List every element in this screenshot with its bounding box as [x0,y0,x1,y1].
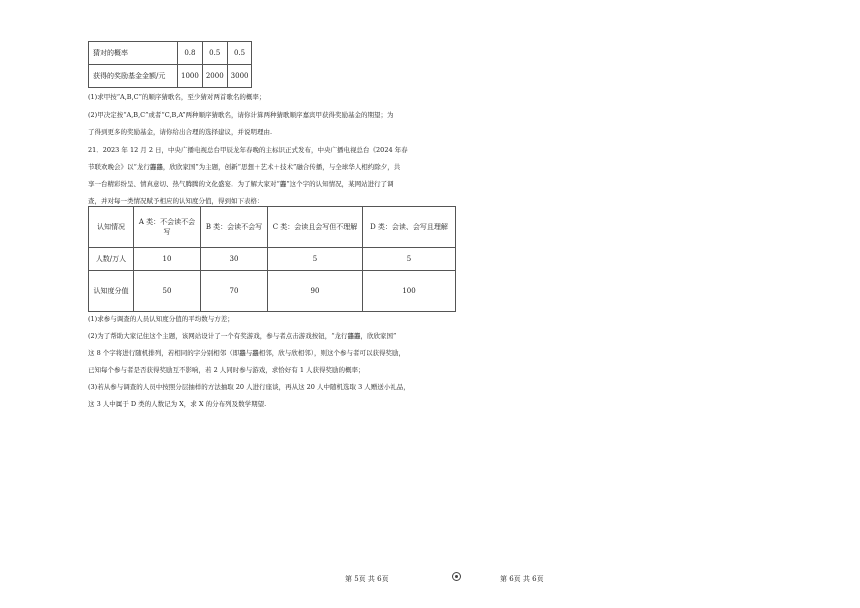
table-cell: 30 [201,248,268,271]
q20-part2-line1: (2)甲决定按“A,B,C”或者“C,B,A”两种顺序猜歌名，请你计算两种猜歌顺序嘉宾甲获得奖励基金的期望；为 [88,111,394,119]
table-cell: 0.5 [227,42,252,65]
q21-intro-line1: 21．2023 年 12 月 2 日，中央广播电视总台甲辰龙年春晚的主标识正式发布，中央广播电视总台《2024 年春 [88,146,408,154]
page-number-left: 第 5页 共 6页 [345,575,389,583]
table-cell: 5 [268,248,363,271]
table-row [89,65,252,88]
header-cell: A 类：不会读不会写 [134,207,201,248]
awareness-table [88,206,456,312]
header-cell: C 类：会读且会写但不理解 [268,207,363,248]
table-cell: 70 [201,271,268,312]
table-cell: 1000 [178,65,203,88]
table-header-row [89,207,456,248]
table-cell: 2000 [202,65,227,88]
binding-hole-icon [452,572,461,581]
q20-part1: (1)求甲按“A,B,C”的顺序猜歌名，至少猜对两首歌名的概率； [88,93,266,101]
header-cell: 认知情况 [89,207,134,248]
row-label: 认知度分值 [89,271,134,312]
table-cell: 0.8 [178,42,203,65]
table-row [89,248,456,271]
header-cell: D 类：会读、会写且理解 [363,207,456,248]
q21-part1: (1)求参与调查的人员认知度分值的平均数与方差； [88,315,234,323]
table-row [89,42,252,65]
table-row [89,271,456,312]
q21-part2-line3: 已知每个参与者是否获得奖励互不影响，若 2 人同时参与游戏，求恰好有 1 人获得奖励的概率； [88,366,365,374]
q21-part2-line1: (2)为了帮助大家记住这个主题，该网站设计了一个有奖游戏，参与者点击游戏按钮，“龙行龘龘，欣欣家国” [88,332,397,340]
table-cell: 10 [134,248,201,271]
reward-table [88,41,252,88]
q21-part3-line1: (3)若从参与调查的人员中按照分层抽样的方法抽取 20 人进行座谈，再从这 20 人中随机选取 3 人赠送小礼品， [88,383,410,391]
table-cell: 100 [363,271,456,312]
q21-intro-line2: 节联欢晚会》以“龙行龘龘，欣欣家国”为主题，创新“思想＋艺术＋技术”融合传播，与全球华人相约除夕，共 [88,163,401,171]
q21-part3-line2: 这 3 人中属于 D 类的人数记为 X，求 X 的分布列及数学期望. [88,400,267,408]
row-label: 人数/万人 [89,248,134,271]
row-label: 猜对的概率 [89,42,178,65]
q21-intro-line3: 享一台精彩纷呈、情真意切、热气腾腾的文化盛宴．为了解大家对“龘”这个字的认知情况，某网站进行了调 [88,180,394,188]
table-cell: 3000 [227,65,252,88]
table-cell: 50 [134,271,201,312]
q21-part2-line2: 这 8 个字将进行随机排列，若相同的字分别相邻（即龘与龘相邻，欣与欣相邻），则这个参与者可以获得奖励， [88,349,406,357]
header-cell: B 类：会读不会写 [201,207,268,248]
table-cell: 0.5 [202,42,227,65]
row-label: 获得的奖励基金金额/元 [89,65,178,88]
table-cell: 5 [363,248,456,271]
page-number-right: 第 6页 共 6页 [500,575,544,583]
table-cell: 90 [268,271,363,312]
q21-intro-line4: 查，并对每一类情况赋予相应的认知度分值，得到如下表格： [88,197,264,205]
q20-part2-line2: 了得到更多的奖励基金，请你给出合理的选择建议，并说明理由. [88,128,273,136]
